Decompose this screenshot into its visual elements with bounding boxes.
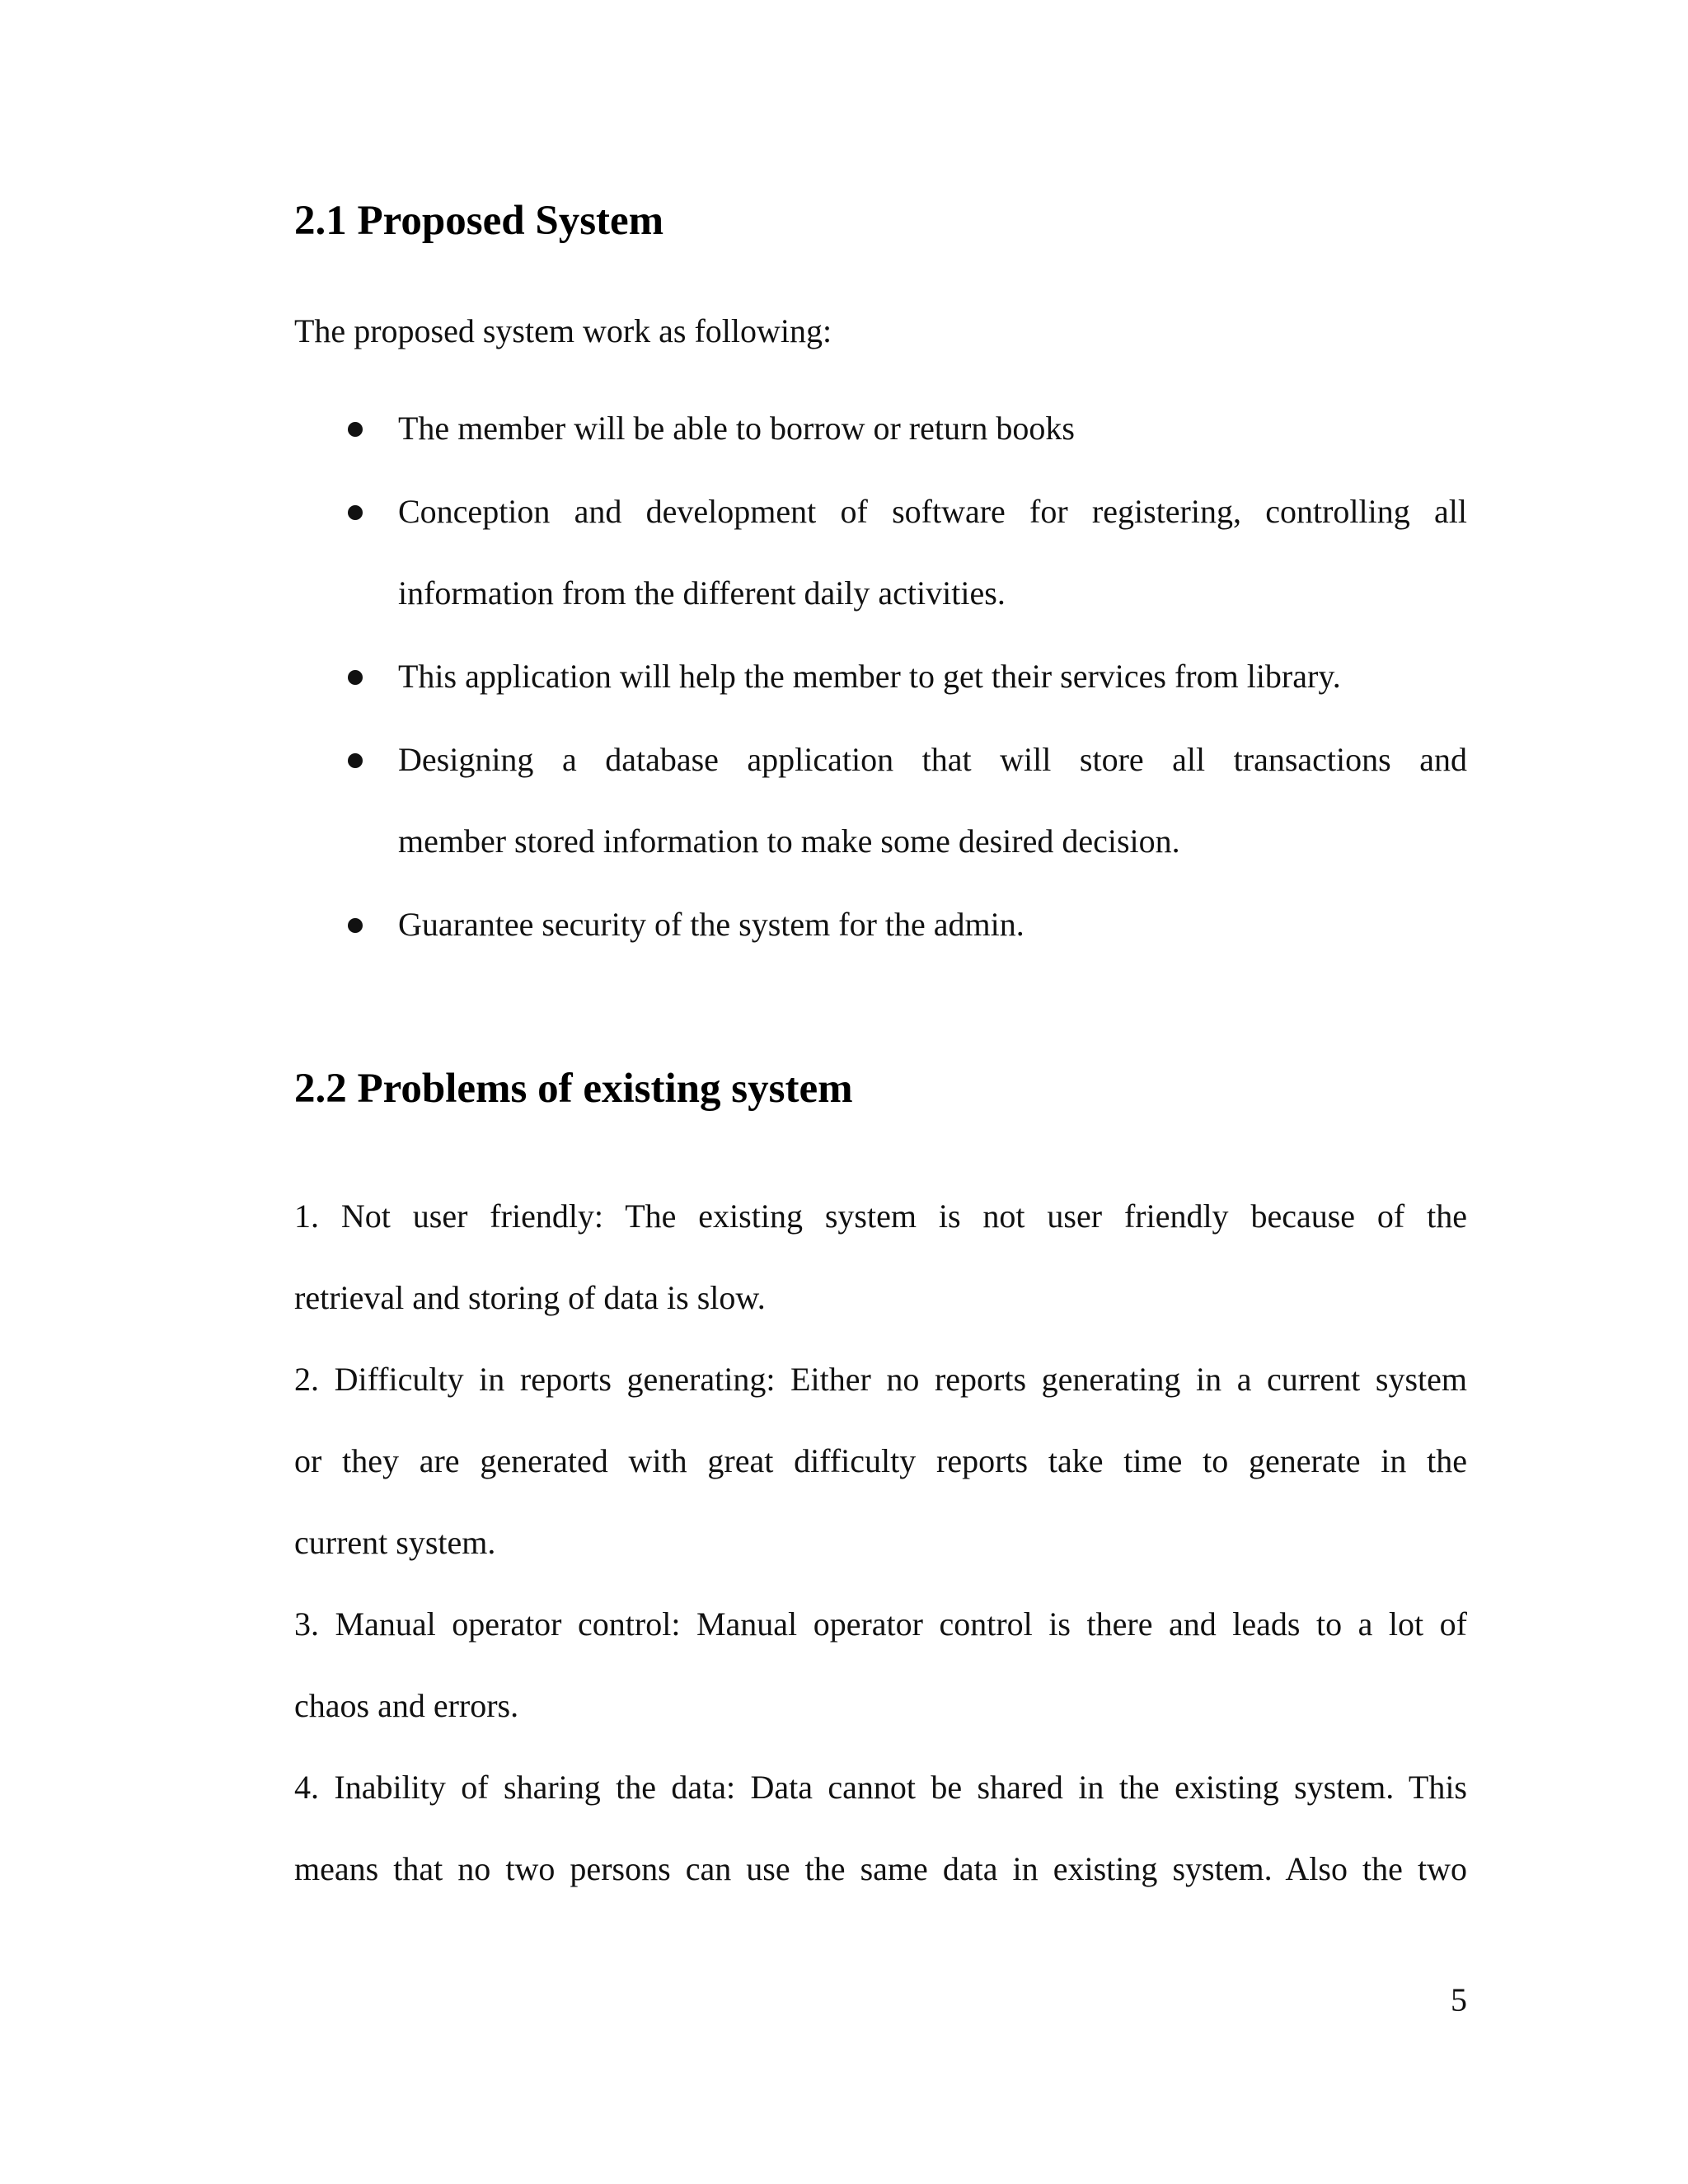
bullet-icon [348,670,363,685]
paragraph-line: 3. Manual operator control: Manual operator control is there and leads to a lot of [294,1605,1467,1643]
bullet-text-line: Guarantee security of the system for the admin. [398,906,1025,943]
paragraph-line: 1. Not user friendly: The existing system is not user friendly because of the [294,1197,1467,1235]
paragraph-line: retrieval and storing of data is slow. [294,1279,766,1316]
paragraph-line: 2. Difficulty in reports generating: Either no reports generating in a current system [294,1361,1467,1398]
proposed-system-bullet-list [0,0,1688,989]
section-intro: The proposed system work as following: [294,312,832,349]
bullet-text-line: The member will be able to borrow or return books [398,410,1075,447]
section-heading-problems-existing-system: 2.2 Problems of existing system [294,1066,853,1112]
paragraph-line: 4. Inability of sharing the data: Data cannot be shared in the existing system. This [294,1769,1467,1806]
page-number: 5 [1451,1981,1467,2018]
bullet-icon [348,918,363,933]
bullet-text-line: Conception and development of software for registering, controlling all [398,493,1467,530]
paragraph-line: current system. [294,1524,496,1561]
bullet-icon [348,505,363,520]
bullet-icon [348,753,363,768]
paragraph-line: means that no two persons can use the same data in existing system. Also the two [294,1850,1467,1887]
paragraph-line: or they are generated with great difficulty reports take time to generate in the [294,1442,1467,1479]
section-heading-proposed-system: 2.1 Proposed System [294,198,664,244]
paragraph-line: chaos and errors. [294,1687,519,1724]
bullet-text-line: Designing a database application that will store all transactions and [398,741,1467,778]
bullet-icon [348,422,363,437]
bullet-text-line: This application will help the member to get their services from library. [398,658,1341,695]
bullet-text-line: information from the different daily activities. [398,574,1006,612]
bullet-text-line: member stored information to make some desired decision. [398,823,1180,860]
